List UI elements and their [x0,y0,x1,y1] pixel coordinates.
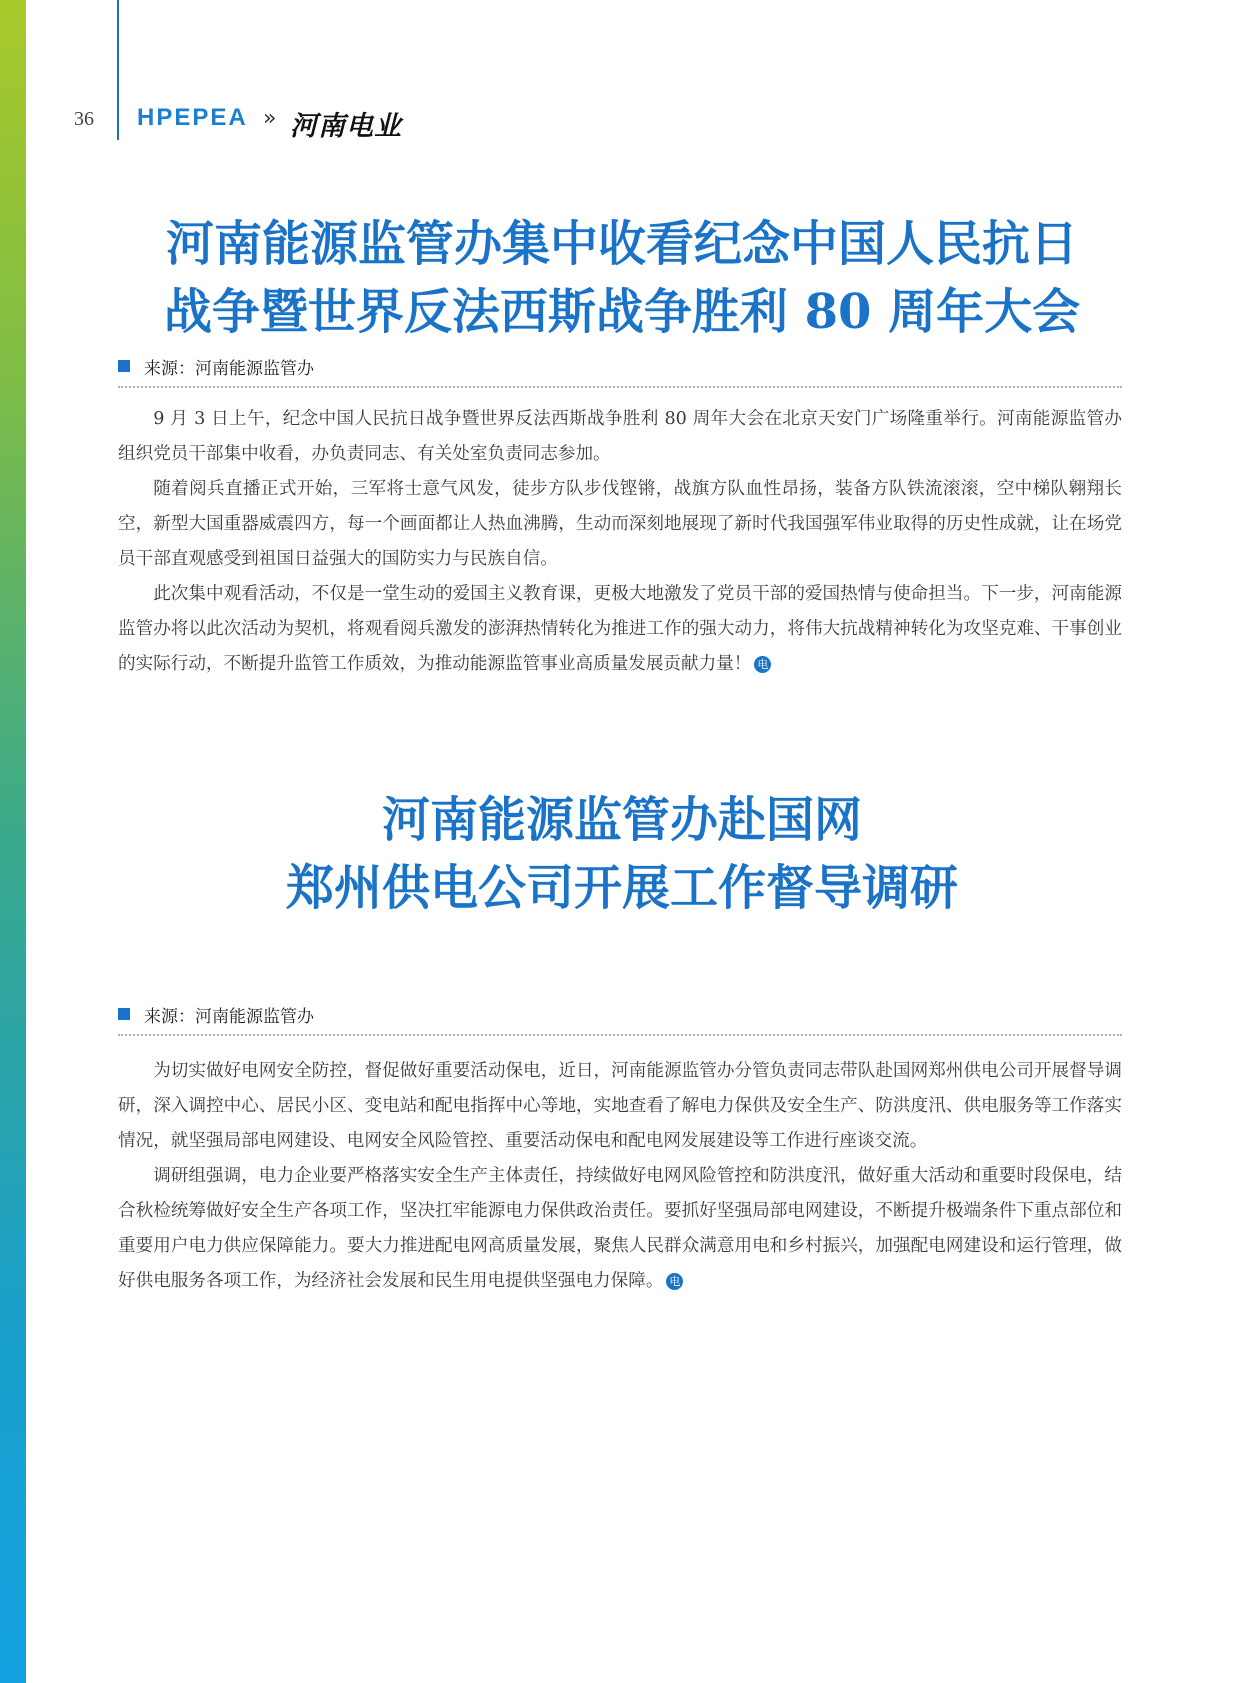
article-2-body [118,1054,1122,1299]
article-1-paragraph-3-text: 此次集中观看活动，不仅是一堂生动的爱国主义教育课，更极大地激发了党员干部的爱国热情与使命担当。下一步，河南能源监管办将以此次活动为契机，将观看阅兵激发的澎湃热情转化为推进工作的强大动力，将伟大抗战精神转化为攻坚克难、干事创业的实际行动，不断提升监管工作质效，为推动能源监管事业高质量发展贡献力量！ [118,584,1122,674]
article-1-source [118,346,1122,388]
square-bullet-icon [118,360,130,372]
article-1-body [118,402,1122,682]
article-2-title [118,786,1126,922]
header-vertical-rule [117,0,119,140]
article-2-paragraph-1: 为切实做好电网安全防控，督促做好重要活动保电，近日，河南能源监管办分管负责同志带队赴国网郑州供电公司开展督导调研，深入调控中心、居民小区、变电站和配电指挥中心等地，实地查看了解电力保供及安全生产、防洪度汛、供电服务等工作落实情况，就坚强局部电网建设、电网安全风险管控、重要活动保电和配电网发展建设等工作进行座谈交流。 [118,1061,1122,1151]
article-2-paragraph-2-text: 调研组强调，电力企业要严格落实安全生产主体责任，持续做好电网风险管控和防洪度汛，做好重大活动和重要时段保电，结合秋检统筹做好安全生产各项工作，坚决扛牢能源电力保供政治责任。要抓好坚强局部电网建设，不断提升极端条件下重点部位和重要用户电力供应保障能力。要大力推进配电网高质量发展，聚焦人民群众满意用电和乡村振兴，加强配电网建设和运行管理，做好供电服务各项工作，为经济社会发展和民生用电提供坚强电力保障。 [118,1166,1122,1291]
article-1-paragraph-3 [118,577,1122,682]
magazine-logo-chinese: 河南电业 [290,111,402,142]
article-end-icon: 电 [754,656,771,673]
magazine-logo-latin: HPEPEA [137,104,248,131]
page-number: 36 [74,108,94,130]
article-1-title [118,210,1126,346]
article-2-source [118,994,1122,1036]
article-1-source-text: 来源：河南能源监管办 [144,358,314,379]
article-2-source-text: 来源：河南能源监管办 [144,1006,314,1027]
article-end-icon: 电 [666,1273,683,1290]
chevron-separator-icon: » [263,106,277,131]
article-2-title-line-1: 河南能源监管办赴国网 [381,792,862,848]
article-2-paragraph-2 [118,1159,1122,1299]
article-1-title-line-1: 河南能源监管办集中收看纪念中国人民抗日 [165,216,1078,272]
decorative-gradient-sidebar [0,0,26,1683]
article-2-title-line-2: 郑州供电公司开展工作督导调研 [285,860,958,916]
square-bullet-icon [118,1008,130,1020]
article-1-paragraph-1: 9 月 3 日上午，纪念中国人民抗日战争暨世界反法西斯战争胜利 80 周年大会在北京天安门广场隆重举行。河南能源监管办组织党员干部集中收看，办负责同志、有关处室负责同志参加。 [118,409,1122,464]
article-1-title-line-2: 战争暨世界反法西斯战争胜利 80 周年大会 [163,284,1081,340]
article-1-paragraph-2: 随着阅兵直播正式开始，三军将士意气风发，徒步方队步伐铿锵，战旗方队血性昂扬，装备方队铁流滚滚，空中梯队翱翔长空，新型大国重器威震四方，每一个画面都让人热血沸腾，生动而深刻地展现了新时代我国强军伟业取得的历史性成就，让在场党员干部直观感受到祖国日益强大的国防实力与民族自信。 [118,479,1122,569]
